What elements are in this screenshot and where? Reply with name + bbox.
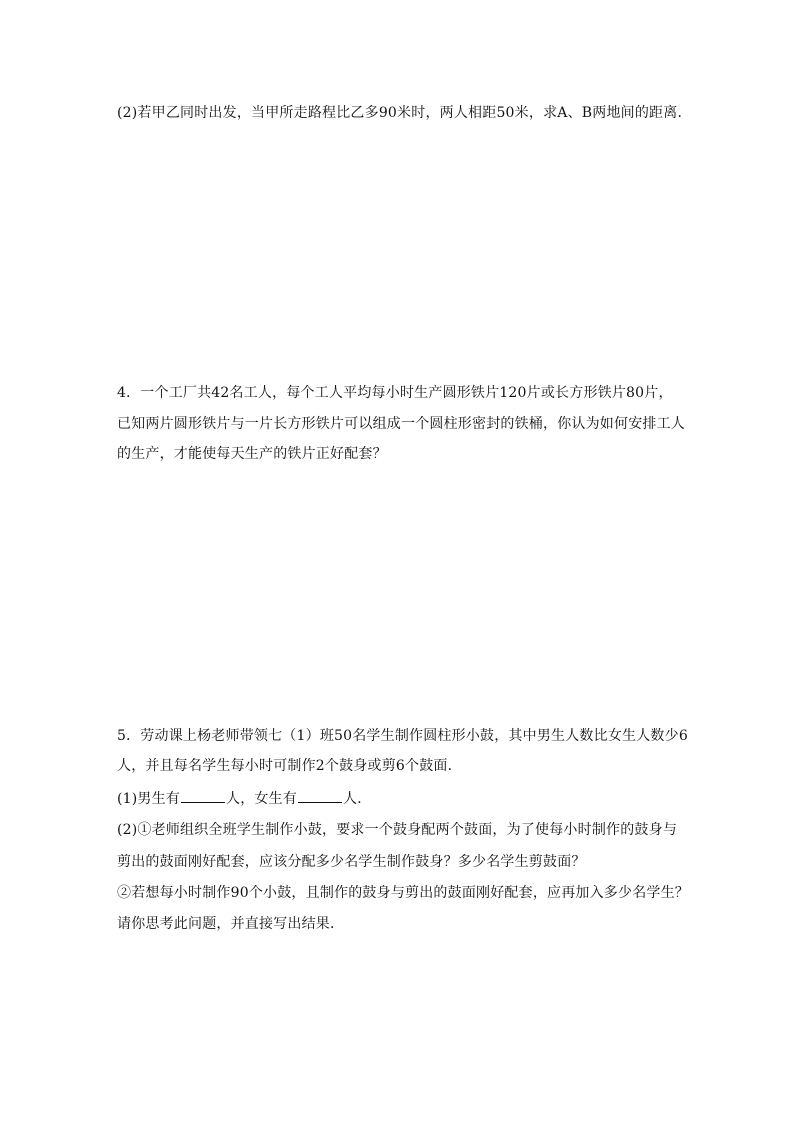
q4-line-3: 的生产，才能使每天生产的铁片正好配套？ [117, 446, 387, 462]
q5-part2-line-2: 剪出的鼓面刚好配套，应该分配多少名学生制作鼓身？多少名学生剪鼓面？ [117, 854, 586, 870]
q5-part1 [117, 788, 371, 809]
q4-line-2: 已知两片圆形铁片与一片长方形铁片可以组成一个圆柱形密封的铁桶，你认为如何安排工人 [117, 416, 685, 432]
q5-part2-line-3: ②若想每小时制作90个小鼓，且制作的鼓身与剪出的鼓面刚好配套，应再加入多少名学生？ [117, 885, 690, 901]
female-count-blank[interactable] [298, 788, 342, 803]
q5-part1-mid: 人，女生有 [226, 791, 298, 807]
q4-line-1: 4．一个工厂共42名工人，每个工人平均每小时生产圆形铁片120片或长方形铁片80片， [117, 385, 673, 401]
q5-part1-suffix: 人． [343, 791, 372, 807]
q5-part2-line-1: (2)①老师组织全班学生制作小鼓，要求一个鼓身配两个鼓面，为了使每小时制作的鼓身与 [117, 822, 678, 838]
q3-part2-text: (2)若甲乙同时出发，当甲所走路程比乙多90米时，两人相距50米，求A、B两地间的距离． [117, 105, 692, 121]
male-count-blank[interactable] [181, 788, 225, 803]
q5-line-2: 人，并且每名学生每小时可制作2个鼓身或剪6个鼓面． [117, 758, 462, 774]
q5-part2-line-4: 请你思考此问题，并直接写出结果． [117, 916, 345, 932]
q5-line-1: 5．劳动课上杨老师带领七（1）班50名学生制作圆柱形小鼓，其中男生人数比女生人数少6 [117, 728, 688, 744]
q5-part1-prefix: (1)男生有 [117, 791, 181, 807]
